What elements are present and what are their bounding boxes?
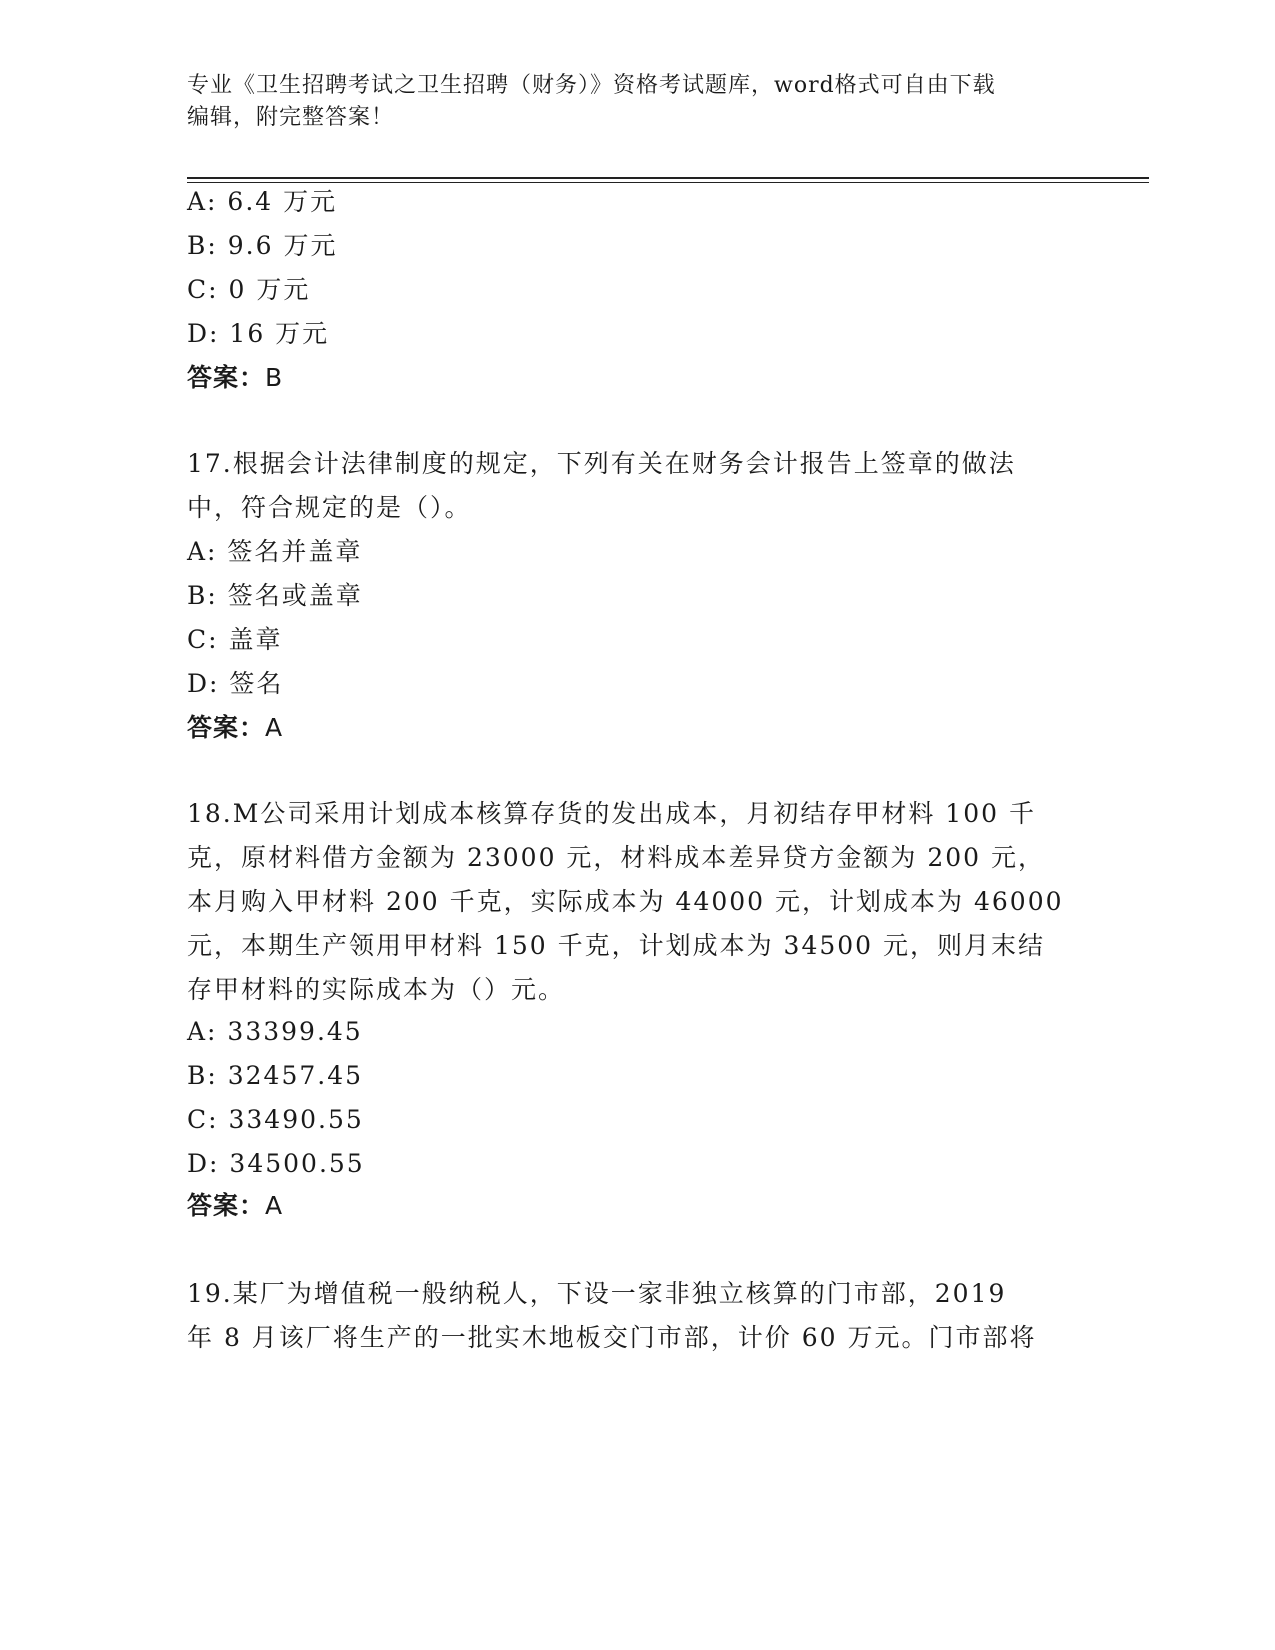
q19-stem-line-2: 年 8 月该厂将生产的一批实木地板交门市部，计价 60 万元。门市部将 <box>187 1323 1037 1352</box>
q17-stem-line-1: 17.根据会计法律制度的规定，下列有关在财务会计报告上签章的做法 <box>187 449 1016 478</box>
q18-option-d: D: 34500.55 <box>187 1149 365 1178</box>
q18-stem-line-1: 18.M公司采用计划成本核算存货的发出成本，月初结存甲材料 100 千 <box>187 799 1036 828</box>
q16-answer-value: B <box>265 363 284 392</box>
q16-answer-label: 答案： <box>187 363 266 392</box>
q17-answer-value: A <box>265 713 284 742</box>
header-divider-thick <box>187 177 1149 179</box>
q16-option-c: C: 0 万元 <box>187 275 311 304</box>
q18-answer-value: A <box>265 1191 284 1220</box>
q18-option-a: A: 33399.45 <box>187 1017 363 1046</box>
q18-option-b: B: 32457.45 <box>187 1061 364 1090</box>
q18-stem-line-5: 存甲材料的实际成本为（）元。 <box>187 975 566 1004</box>
q18-stem-line-4: 元，本期生产领用甲材料 150 千克，计划成本为 34500 元，则月末结 <box>187 931 1046 960</box>
q18-answer <box>187 1190 283 1222</box>
q17-stem-line-2: 中，符合规定的是（）。 <box>187 493 472 522</box>
q17-answer-label: 答案： <box>187 713 266 742</box>
header-divider-thin <box>187 182 1149 183</box>
q18-stem-line-3: 本月购入甲材料 200 千克，实际成本为 44000 元，计划成本为 46000 <box>187 887 1064 916</box>
q17-option-d: D: 签名 <box>187 669 284 698</box>
q17-answer <box>187 712 283 744</box>
q17-option-a: A: 签名并盖章 <box>187 537 363 566</box>
q16-option-b: B: 9.6 万元 <box>187 231 338 260</box>
document-header <box>187 70 1087 134</box>
q18-option-c: C: 33490.55 <box>187 1105 364 1134</box>
q17-option-c: C: 盖章 <box>187 625 283 654</box>
q16-option-d: D: 16 万元 <box>187 319 330 348</box>
header-line-2: 编辑，附完整答案！ <box>187 105 395 130</box>
q17-option-b: B: 签名或盖章 <box>187 581 363 610</box>
q16-answer <box>187 362 283 394</box>
header-line-1: 专业《卫生招聘考试之卫生招聘（财务）》资格考试题库，word格式可自由下载 <box>187 73 996 98</box>
q18-answer-label: 答案： <box>187 1191 266 1220</box>
q19-stem-line-1: 19.某厂为增值税一般纳税人，下设一家非独立核算的门市部，2019 <box>187 1279 1007 1308</box>
q16-option-a: A: 6.4 万元 <box>187 187 338 216</box>
q18-stem-line-2: 克，原材料借方金额为 23000 元，材料成本差异贷方金额为 200 元， <box>187 843 1046 872</box>
